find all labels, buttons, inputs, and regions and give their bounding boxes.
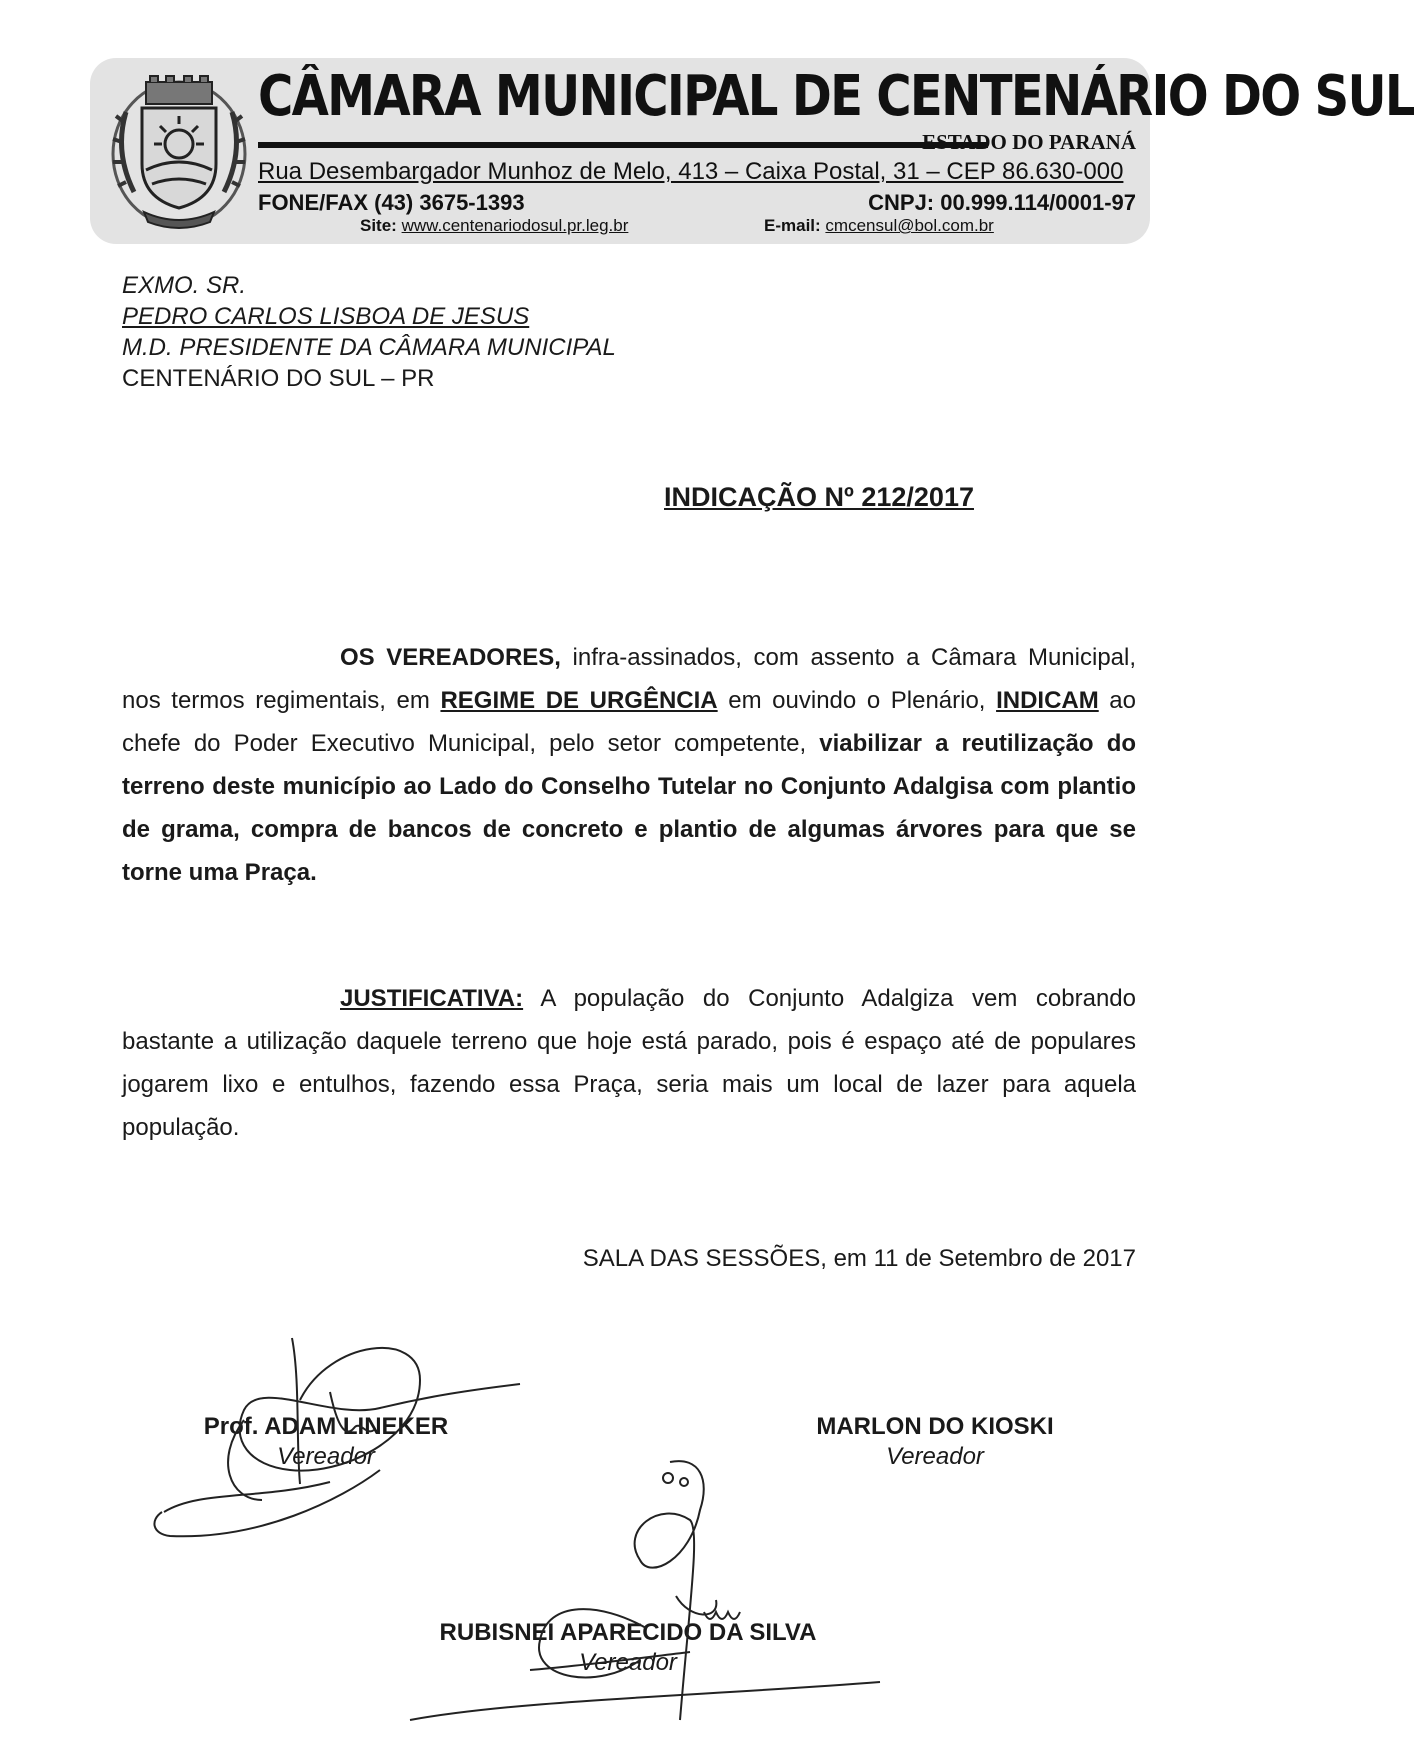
paragraph1-text-c: ao chefe do Poder Executivo Municipal, pelo setor competente, [122,687,1136,757]
website-label: Site: [360,216,397,235]
email-line [764,216,994,236]
letterhead [90,58,1414,244]
signature-block [790,1412,1080,1472]
addressee-salutation: EXMO. SR. [122,272,247,299]
justification-paragraph [122,977,1136,1149]
signature-block [186,1412,466,1472]
institution-title: CÂMARA MUNICIPAL DE CENTENÁRIO DO SUL [258,64,1414,129]
addressee-role: M.D. PRESIDENTE DA CÂMARA MUNICIPAL [122,334,616,361]
addressee-block [122,270,616,394]
document-title: INDICAÇÃO Nº 212/2017 [664,482,974,512]
signature-block [420,1618,836,1678]
signatory-name: RUBISNEI APARECIDO DA SILVA [439,1619,817,1646]
cnpj: CNPJ: 00.999.114/0001-97 [868,190,1136,215]
addressee-name: PEDRO CARLOS LISBOA DE JESUS [122,303,530,330]
session-date: SALA DAS SESSÕES, em 11 de Setembro de 2017 [582,1245,1136,1272]
email-link[interactable]: cmcensul@bol.com.br [825,216,994,235]
justification-text: A população do Conjunto Adalgiza vem cobrando bastante a utilização daquele terreno que hoje está parado, pois é espaço até de populares jogarem lixo e entulhos, fazendo essa Praça, seria mais um local de lazer para aquela população. [122,985,1136,1141]
email-label: E-mail: [764,216,821,235]
signatory-name: Prof. ADAM LINEKER [203,1413,449,1440]
signatory-name: MARLON DO KIOSKI [816,1413,1054,1440]
postal-address: Rua Desembargador Munhoz de Melo, 413 – Caixa Postal, 31 – CEP 86.630-000 [258,158,1124,185]
signatory-role: Vereador [579,1649,677,1676]
state-label: ESTADO DO PARANÁ [922,130,1136,154]
paragraph1-text-b: em ouvindo o Plenário, [717,687,997,714]
urgency-regime: REGIME DE URGÊNCIA [440,687,718,714]
indication-request: viabilizar a reutilização do terreno deste município ao Lado do Conselho Tutelar no Conjunto Adalgisa com plantio de grama, compra de bancos de concreto e plantio de algumas árvores para que se torne uma Praça. [122,730,1137,886]
signature-dot [680,1478,688,1486]
signatory-role: Vereador [277,1443,375,1470]
signatory-role: Vereador [886,1443,984,1470]
website-link[interactable]: www.centenariodosul.pr.leg.br [401,216,629,235]
paragraph1-text-a: infra-assinados, com assento a Câmara Municipal, nos termos regimentais, em [122,644,1137,714]
coat-of-arms-icon [104,72,254,232]
vereadores-lead: OS VEREADORES, [340,644,561,671]
indication-paragraph [122,636,1136,894]
addressee-city: CENTENÁRIO DO SUL – PR [122,365,435,392]
signature-stroke-rubisnei [410,1461,880,1720]
justification-lead: JUSTIFICATIVA: [340,985,524,1012]
header-rule [258,142,988,148]
website-line [360,216,628,236]
phone-fax: FONE/FAX (43) 3675-1393 [258,190,525,215]
signature-dot [663,1473,673,1483]
indicam-keyword: INDICAM [996,687,1099,714]
